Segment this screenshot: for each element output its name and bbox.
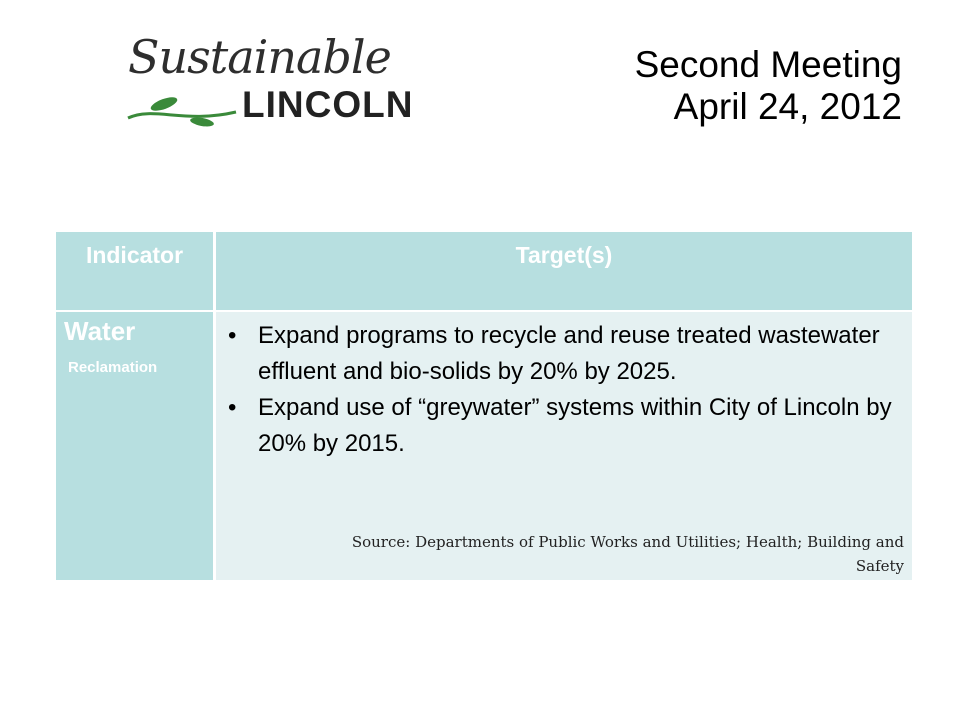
indicator-name: Water (64, 316, 136, 346)
logo-script-text: Sustainable (128, 30, 391, 84)
target-item (226, 390, 906, 462)
meeting-title (635, 44, 902, 128)
targets-list (226, 318, 906, 462)
header-targets-label: Target(s) (515, 242, 613, 268)
indicator-subname: Reclamation (68, 359, 158, 376)
sustainable-lincoln-logo (124, 30, 424, 130)
target-text: Expand programs to recycle and reuse treated wastewater effluent and bio-solids by 20% by 2025. (258, 322, 880, 385)
meeting-line-1: Second Meeting (634, 44, 902, 85)
header-indicator-label: Indicator (85, 242, 184, 268)
targets-cell (216, 312, 912, 580)
header-indicator-cell (56, 232, 213, 310)
target-text: Expand use of “greywater” systems within City of Lincoln by 20% by 2015. (258, 394, 892, 457)
logo-word-text: LINCOLN (242, 84, 414, 125)
header-targets-cell (216, 232, 912, 310)
bullet-icon: • (228, 394, 237, 421)
meeting-date: April 24, 2012 (673, 86, 902, 127)
indicator-cell (56, 312, 213, 580)
vine-leaf-icon (124, 88, 244, 128)
target-item (226, 318, 906, 390)
indicator-table (56, 232, 912, 580)
source-note: Source: Departments of Public Works and Utilities; Health; Building and Safety (351, 533, 904, 575)
bullet-icon: • (228, 322, 237, 349)
